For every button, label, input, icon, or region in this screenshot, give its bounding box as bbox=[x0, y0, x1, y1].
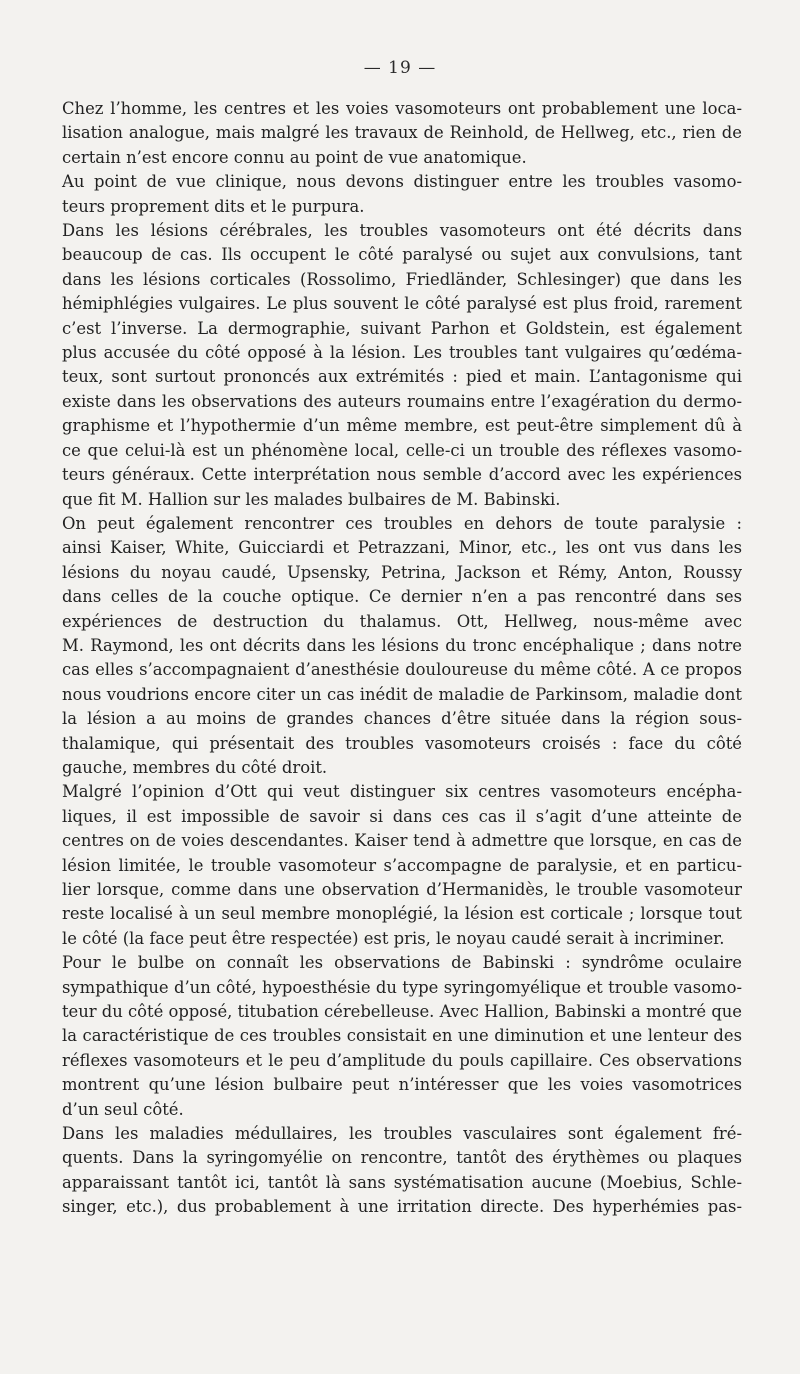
text-line: Malgré l’opinion d’Ott qui veut distinguer six centres vasomoteurs encépha- bbox=[62, 782, 742, 802]
text-line: la lésion a au moins de grandes chances d’être située dans la région sous- bbox=[62, 709, 742, 729]
text-line: réflexes vasomoteurs et le peu d’amplitude du pouls capillaire. Ces observations bbox=[62, 1050, 742, 1070]
text-line: centres on de voies descendantes. Kaiser tend à admettre que lorsque, en cas de bbox=[62, 831, 742, 851]
text-line: lisation analogue, mais malgré les travaux de Reinhold, de Hellweg, etc., rien de bbox=[62, 123, 742, 143]
text-line: teux, sont surtout prononcés aux extrémités : pied et main. L’antagonisme qui bbox=[62, 367, 742, 387]
text-line: lier lorsque, comme dans une observation d’Hermanidès, le trouble vasomoteur bbox=[62, 880, 742, 899]
text-line: expériences de destruction du thalamus. Ott, Hellweg, nous-même avec bbox=[62, 611, 742, 631]
text-line: lésion limitée, le trouble vasomoteur s’accompagne de paralysie, et en particu- bbox=[62, 855, 742, 875]
text-line: Pour le bulbe on connaît les observations de Babinski : syndrôme oculaire bbox=[62, 953, 742, 973]
body-text bbox=[62, 97, 742, 1220]
paragraph-3 bbox=[62, 219, 742, 512]
text-line: On peut également rencontrer ces troubles en dehors de toute paralysie : bbox=[62, 513, 742, 533]
text-line: thalamique, qui présentait des troubles vasomoteurs croisés : face du côté bbox=[62, 733, 742, 753]
text-line: que fit M. Hallion sur les malades bulbaires de M. Babinski. bbox=[62, 489, 561, 509]
text-line: nous voudrions encore citer un cas inédit de maladie de Parkinsom, maladie dont bbox=[62, 684, 742, 704]
text-line: singer, etc.), dus probablement à une irritation directe. Des hyperhémies pas- bbox=[62, 1197, 742, 1217]
text-line: Au point de vue clinique, nous devons distinguer entre les troubles vasomo- bbox=[62, 172, 742, 192]
text-line: quents. Dans la syringomyélie on rencontre, tantôt des érythèmes ou plaques bbox=[62, 1148, 742, 1168]
text-line: reste localisé à un seul membre monoplégié, la lésion est corticale ; lorsque tout bbox=[62, 904, 742, 924]
text-line: lésions du noyau caudé, Upsensky, Petrina, Jackson et Rémy, Anton, Roussy bbox=[62, 562, 742, 582]
paragraph-6 bbox=[62, 951, 742, 1122]
text-line: liques, il est impossible de savoir si dans ces cas il s’agit d’une atteinte de bbox=[62, 806, 742, 826]
paragraph-4 bbox=[62, 512, 742, 780]
text-line: sympathique d’un côté, hypoesthésie du type syringomyélique et trouble vasomo- bbox=[62, 977, 742, 997]
text-line: hémiphlégies vulgaires. Le plus souvent le côté paralysé est plus froid, rarement bbox=[62, 294, 742, 314]
text-line: Chez l’homme, les centres et les voies vasomoteurs ont probablement une loca- bbox=[62, 99, 742, 118]
paragraph-1 bbox=[62, 97, 742, 170]
text-line: le côté (la face peut être respectée) est pris, le noyau caudé serait à incriminer. bbox=[62, 928, 725, 948]
text-line: gauche, membres du côté droit. bbox=[62, 757, 328, 777]
text-line: teurs proprement dits et le purpura. bbox=[62, 196, 365, 216]
text-line: la caractéristique de ces troubles consistait en une diminution et une lenteur des bbox=[62, 1026, 742, 1046]
text-line: certain n’est encore connu au point de vue anatomique. bbox=[62, 147, 527, 167]
text-line: teur du côté opposé, titubation cérebelleuse. Avec Hallion, Babinski a montré que bbox=[62, 1002, 742, 1022]
text-line: montrent qu’une lésion bulbaire peut n’intéresser que les voies vasomotrices bbox=[62, 1075, 742, 1095]
text-line: dans les lésions corticales (Rossolimo, Friedländer, Schlesinger) que dans les bbox=[62, 269, 742, 289]
text-line: plus accusée du côté opposé à la lésion. Les troubles tant vulgaires qu’œdéma- bbox=[62, 343, 742, 363]
text-line: Dans les lésions cérébrales, les troubles vasomoteurs ont été décrits dans bbox=[62, 221, 742, 241]
text-line: dans celles de la couche optique. Ce dernier n’en a pas rencontré dans ses bbox=[62, 587, 742, 607]
paragraph-7 bbox=[62, 1122, 742, 1220]
text-line: cas elles s’accompagnaient d’anesthésie douloureuse du même côté. A ce propos bbox=[62, 660, 742, 680]
paragraph-2 bbox=[62, 170, 742, 219]
text-line: Dans les maladies médullaires, les troubles vasculaires sont également fré- bbox=[62, 1124, 742, 1144]
text-line: ainsi Kaiser, White, Guicciardi et Petrazzani, Minor, etc., les ont vus dans les bbox=[62, 538, 742, 558]
page-number: — 19 — bbox=[363, 58, 437, 78]
text-line: beaucoup de cas. Ils occupent le côté paralysé ou sujet aux convulsions, tant bbox=[62, 245, 742, 265]
text-line: ce que celui-là est un phénomène local, celle-ci un trouble des réflexes vasomo- bbox=[62, 440, 742, 460]
text-line: c’est l’inverse. La dermographie, suivant Parhon et Goldstein, est également bbox=[62, 318, 742, 338]
text-line: d’un seul côté. bbox=[62, 1099, 184, 1119]
text-line: teurs généraux. Cette interprétation nous semble d’accord avec les expériences bbox=[62, 465, 742, 485]
text-line: graphisme et l’hypothermie d’un même membre, est peut-être simplement dû à bbox=[62, 416, 742, 436]
text-line: M. Raymond, les ont décrits dans les lésions du tronc encéphalique ; dans notre bbox=[62, 635, 742, 655]
text-line: apparaissant tantôt ici, tantôt là sans systématisation aucune (Moebius, Schle- bbox=[62, 1172, 742, 1192]
text-line: existe dans les observations des auteurs roumains entre l’exagération du dermo- bbox=[62, 391, 742, 411]
paragraph-5 bbox=[62, 780, 742, 951]
